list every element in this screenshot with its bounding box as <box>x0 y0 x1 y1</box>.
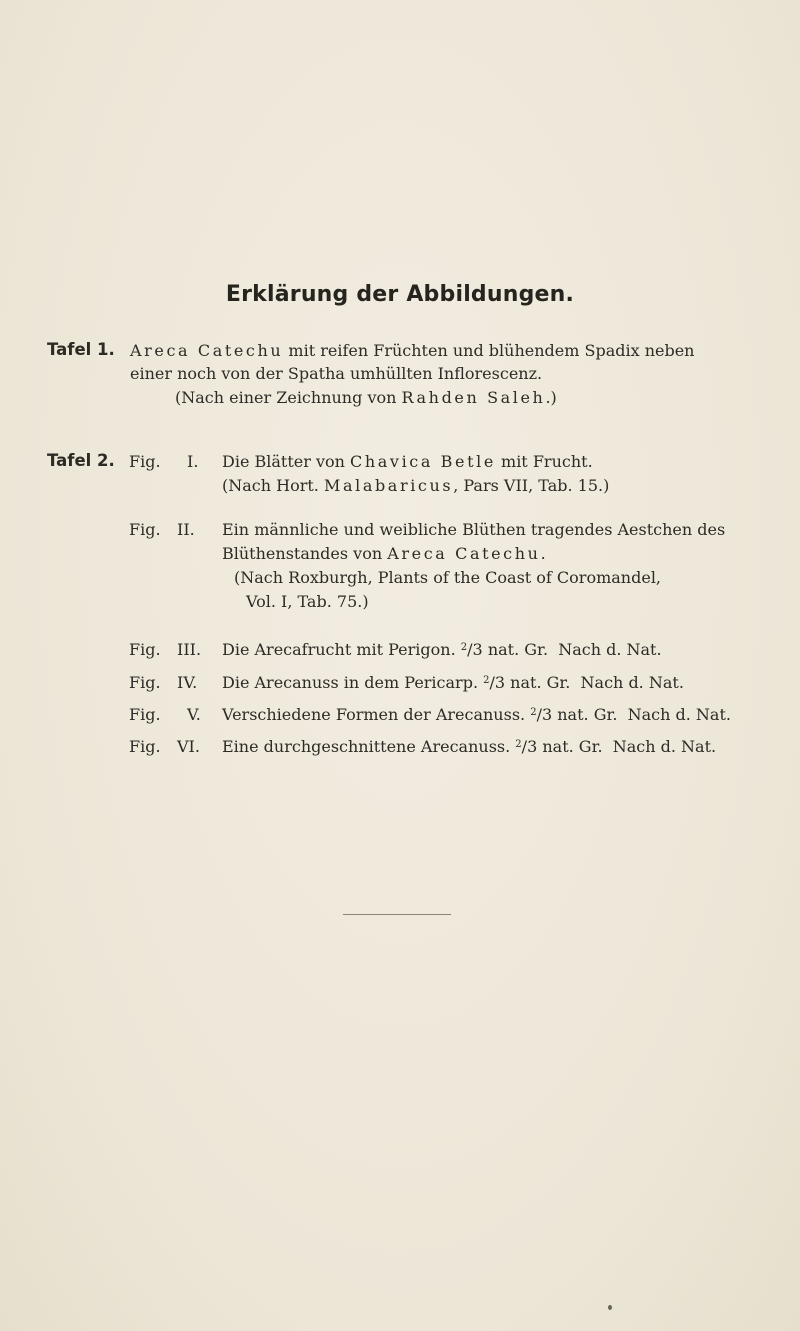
tafel-1-line-1-text: mit reifen Früchten und blühendem Spadix neben <box>288 341 695 360</box>
fig-4-label: Fig. <box>129 673 161 692</box>
tafel-1-label: Tafel 1. <box>47 340 115 359</box>
page-heading: Erklärung der Abbildungen. <box>225 282 575 307</box>
species-name: Areca Catechu <box>387 544 541 563</box>
paper-speck <box>608 1305 612 1310</box>
fraction-denominator: /3 <box>521 737 538 756</box>
species-name: Areca Catechu <box>130 341 284 360</box>
fig-2-line-3-post: , Plants of the Coast of Coromandel, <box>367 568 662 587</box>
fraction-denominator: /3 <box>467 640 483 659</box>
fig-4-tail: nat. Gr. Nach d. Nat. <box>510 673 684 692</box>
tafel-1-line-3 <box>175 388 557 407</box>
fig-5-text: Verschiedene Formen der Arecanuss. <box>222 705 526 724</box>
fig-6-text: Eine durchgeschnittene Arecanuss. <box>222 737 511 756</box>
fraction-numerator: 2 <box>515 739 522 750</box>
fig-2-line-1: Ein männliche und weibliche Blüthen tragendes Aestchen des <box>222 520 726 539</box>
fig-2-line-3-pre: (Nach <box>234 568 284 587</box>
fig-5-tail: nat. Gr. Nach d. Nat. <box>557 705 731 724</box>
fig-3-text: Die Arecafrucht mit Perigon. <box>222 640 456 659</box>
fig-1-line-2 <box>222 476 609 495</box>
fraction-denominator: /3 <box>536 705 553 724</box>
fig-6-tail: nat. Gr. Nach d. Nat. <box>542 737 717 756</box>
fig-4-number: IV. <box>177 673 198 692</box>
fig-4-line <box>222 673 684 692</box>
fraction-numerator: 2 <box>460 642 468 653</box>
tafel-2-label: Tafel 2. <box>47 451 115 470</box>
fig-5-label: Fig. <box>129 705 161 724</box>
fig-6-number: VI. <box>177 737 200 756</box>
fig-6-label: Fig. <box>129 737 161 756</box>
author-name: Rahden Saleh <box>401 388 546 407</box>
fig-1-line-2-pre: (Nach Hort. <box>222 476 319 495</box>
fig-5-number: V. <box>187 705 201 724</box>
fig-1-line-2-post: , Pars VII, Tab. 15.) <box>453 476 610 495</box>
fig-2-line-2-post: . <box>540 544 546 563</box>
fig-2-line-2-pre: Blüthenstandes von <box>222 544 383 563</box>
fraction-denominator: /3 <box>489 673 506 692</box>
fraction <box>530 705 552 724</box>
fraction <box>461 640 483 659</box>
fig-6-line <box>222 737 716 756</box>
fraction-numerator: 2 <box>483 675 490 686</box>
author-name: Roxburgh <box>288 568 368 587</box>
tafel-1-line-3-pre: (Nach einer Zeichnung von <box>175 388 397 407</box>
fraction-numerator: 2 <box>530 707 537 718</box>
fig-1-line-1-pre: Die Blätter von <box>222 452 345 471</box>
fig-2-line-2 <box>222 544 546 563</box>
tafel-1-line-1 <box>130 341 694 360</box>
tafel-1-line-3-post: .) <box>545 388 557 407</box>
fig-5-line <box>222 705 731 724</box>
closing-rule <box>343 914 451 915</box>
fraction <box>483 673 505 692</box>
fig-2-line-4: Vol. I, Tab. 75.) <box>246 592 369 611</box>
fig-1-number: I. <box>187 452 199 471</box>
species-name: Chavica Betle <box>350 452 496 471</box>
fig-1-line-1 <box>222 452 593 471</box>
fig-1-line-1-post: mit Frucht. <box>501 452 593 471</box>
tafel-1-line-2: einer noch von der Spatha umhüllten Inflorescenz. <box>130 364 543 383</box>
fig-4-text: Die Arecanuss in dem Pericarp. <box>222 673 479 692</box>
fig-3-tail: nat. Gr. Nach d. Nat. <box>487 640 662 659</box>
fig-3-line <box>222 640 662 659</box>
fraction <box>515 737 537 756</box>
fig-3-label: Fig. <box>129 640 161 659</box>
fig-2-label: Fig. <box>129 520 161 539</box>
author-name: Malabaricus <box>323 476 454 495</box>
fig-1-label <box>129 452 161 471</box>
fig-2-line-3 <box>234 568 661 587</box>
fig-word: Fig. <box>129 452 161 471</box>
fig-3-number: III. <box>177 640 202 659</box>
fig-2-number: II. <box>177 520 195 539</box>
